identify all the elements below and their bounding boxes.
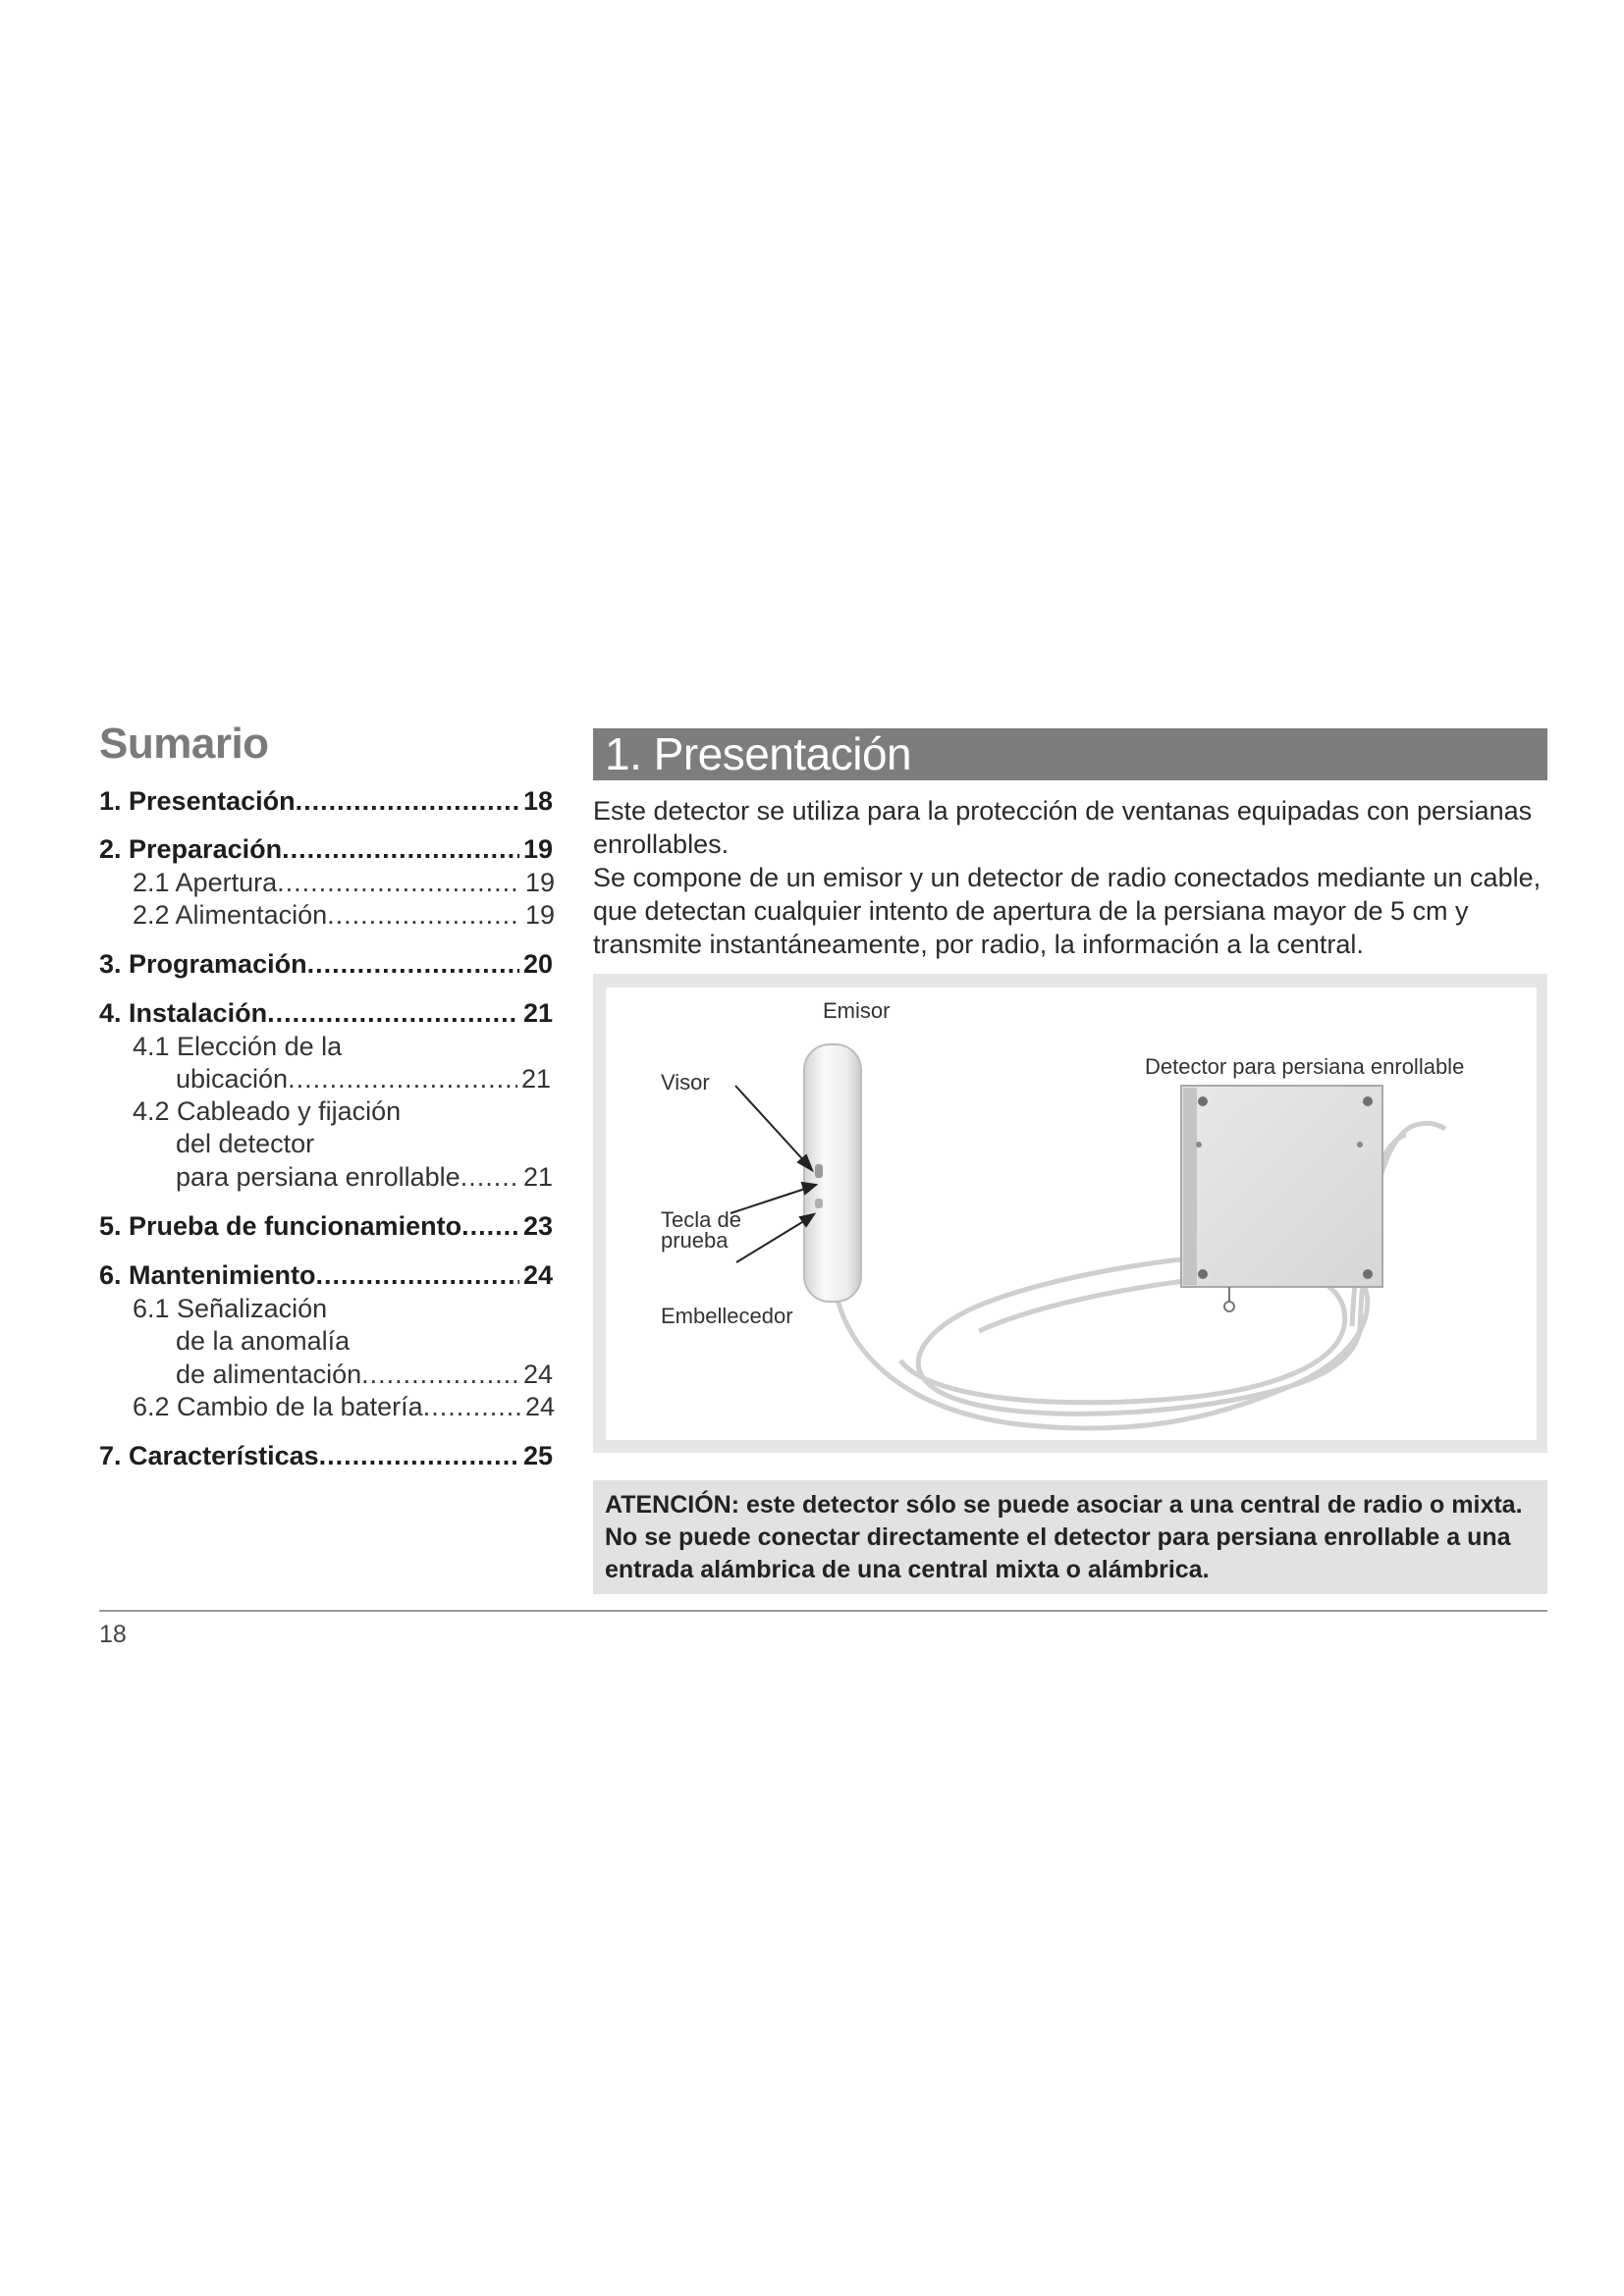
toc-item-presentacion[interactable] xyxy=(99,785,553,818)
toc-leader xyxy=(288,1063,517,1095)
toc-leader xyxy=(460,1161,519,1194)
toc-leader xyxy=(319,1440,519,1472)
toc-item-instalacion[interactable] xyxy=(99,997,553,1030)
detector-box-icon xyxy=(1181,1086,1382,1311)
label-embellecedor: Embellecedor xyxy=(661,1304,793,1328)
toc-item-page: 19 xyxy=(522,834,553,864)
toc-item-mantenimiento[interactable] xyxy=(99,1259,553,1292)
toc-item-label: ubicación xyxy=(176,1064,289,1094)
toc-item-label: 1. Presentación xyxy=(99,786,296,816)
toc-item-label: para persiana enrollable xyxy=(176,1162,460,1192)
toc-item-page: 21 xyxy=(520,1064,551,1094)
toc-leader xyxy=(361,1359,519,1391)
toc-item-page: 24 xyxy=(522,1360,553,1389)
toc-item-label: 6.2 Cambio de la batería xyxy=(133,1392,423,1421)
intro-paragraph-2: Se compone de un emisor y un detector de radio conectados mediante un cable, que detectan cualquier intento de apertura de la persiana mayor de 5 cm y transmite instantáneamente, por radio, la información a la central. xyxy=(593,863,1542,959)
toc-leader xyxy=(267,997,519,1030)
toc-item-page: 19 xyxy=(524,900,555,930)
label-detector: Detector para persiana enrollable xyxy=(1145,1054,1465,1079)
toc-item-preparacion[interactable] xyxy=(99,833,553,866)
label-visor: Visor xyxy=(661,1070,710,1095)
toc-item-page: 20 xyxy=(522,949,553,979)
section-title: 1. Presentación xyxy=(605,728,912,779)
toc-leader xyxy=(461,1210,519,1243)
toc-item-page: 24 xyxy=(522,1260,553,1290)
toc-item-page: 23 xyxy=(522,1211,553,1241)
toc-item-alimentacion-anomalia[interactable] xyxy=(176,1359,553,1391)
toc-item-page: 24 xyxy=(524,1392,555,1421)
toc-item-label: 4. Instalación xyxy=(99,998,268,1028)
toc-leader xyxy=(282,833,519,866)
toc-item-cableado-line2[interactable]: del detector xyxy=(176,1129,315,1158)
toc-item-senalizacion-line2[interactable]: de la anomalía xyxy=(176,1326,351,1356)
figure-panel xyxy=(606,988,1537,1440)
attention-text: este detector sólo se puede asociar a una central de radio o mixta. No se puede conectar directamente el detector para persiana enrollable a una entrada alámbrica de una central mixta o alámbrica. xyxy=(605,1491,1523,1583)
toc-item-page: 25 xyxy=(522,1441,553,1470)
toc-item-label: 2.2 Alimentación xyxy=(133,900,328,930)
footer-divider xyxy=(99,1610,1547,1612)
toc-item-bateria[interactable] xyxy=(133,1391,555,1423)
toc-leader xyxy=(277,867,521,899)
toc-item-label: 2.1 Apertura xyxy=(133,868,278,897)
toc-item-senalizacion-line1[interactable]: 6.1 Señalización xyxy=(133,1294,328,1323)
toc-item-ubicacion[interactable] xyxy=(176,1063,551,1095)
intro-paragraph-1: Este detector se utiliza para la protección de ventanas equipadas con persianas enrollables. xyxy=(593,796,1533,859)
toc-item-apertura[interactable] xyxy=(133,867,555,899)
attention-box xyxy=(593,1480,1547,1594)
toc-leader xyxy=(307,948,519,981)
toc-item-page: 18 xyxy=(522,786,553,816)
toc-item-page: 19 xyxy=(524,868,555,897)
label-tecla-de: Tecla de xyxy=(661,1207,741,1232)
toc-item-label: 2. Preparación xyxy=(99,834,283,864)
intro-text xyxy=(593,794,1565,961)
toc-item-label: 7. Características xyxy=(99,1441,319,1470)
toc-title: Sumario xyxy=(99,720,269,768)
toc-item-page: 21 xyxy=(522,998,553,1028)
toc-leader xyxy=(316,1259,519,1292)
toc-leader xyxy=(296,785,519,818)
toc-item-cableado-line1[interactable]: 4.2 Cableado y fijación xyxy=(133,1096,402,1126)
toc-item-label: de alimentación xyxy=(176,1360,362,1389)
toc-item-programacion[interactable] xyxy=(99,948,553,981)
toc-item-eleccion-line1[interactable]: 4.1 Elección de la xyxy=(133,1032,343,1061)
toc-item-prueba[interactable] xyxy=(99,1210,553,1243)
toc-item-alimentacion[interactable] xyxy=(133,899,555,932)
label-emisor: Emisor xyxy=(823,998,891,1023)
toc-item-label: 6. Mantenimiento xyxy=(99,1260,316,1290)
toc-item-page: 21 xyxy=(522,1162,553,1192)
toc-leader xyxy=(423,1391,521,1423)
toc-item-label: 5. Prueba de funcionamiento xyxy=(99,1211,462,1241)
toc-item-caracteristicas[interactable] xyxy=(99,1440,553,1472)
toc-leader xyxy=(327,899,521,932)
attention-lead: ATENCIÓN: xyxy=(605,1491,740,1519)
toc-item-persiana[interactable] xyxy=(176,1161,553,1194)
emitter-icon xyxy=(804,1044,861,1302)
arrow-icon xyxy=(731,1086,816,1262)
page-number: 18 xyxy=(99,1621,127,1648)
toc-item-label: 3. Programación xyxy=(99,949,307,979)
label-prueba: prueba xyxy=(661,1228,729,1253)
